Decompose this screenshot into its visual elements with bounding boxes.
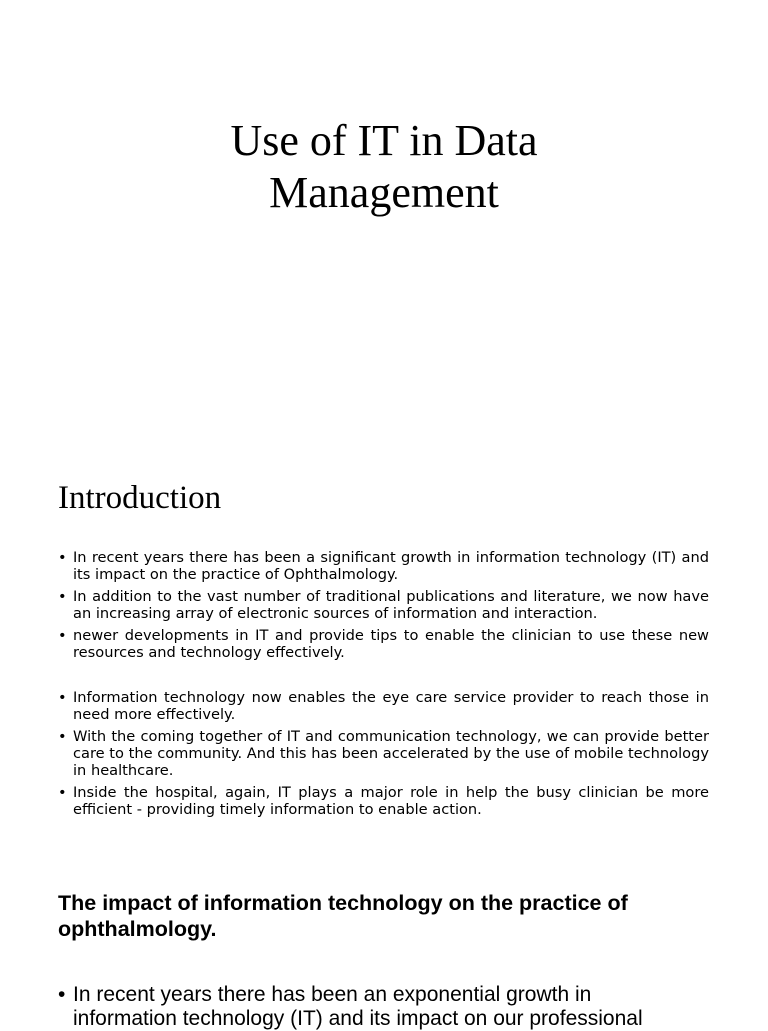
list-item [58, 689, 709, 723]
bullet-text: With the coming together of IT and communication technology, we can provide better care to the community. And this has been accelerated by the use of mobile technology in healthcare. [73, 728, 709, 779]
bullet-text: In recent years there has been an exponential growth in information technology (IT) and its impact on our professional [73, 983, 643, 1030]
slide-title-line-1: Use of IT in Data [230, 116, 538, 165]
bullet-icon: • [58, 588, 67, 605]
bullet-text: Inside the hospital, again, IT plays a major role in help the busy clinician be more efficient - providing timely information to enable action. [73, 784, 709, 818]
bullet-icon: • [58, 728, 67, 745]
list-item [58, 784, 709, 818]
slide-title-line-2: Management [269, 168, 499, 217]
bullet-icon: • [58, 784, 67, 801]
introduction-heading: Introduction [58, 480, 222, 516]
bullet-text: In addition to the vast number of traditional publications and literature, we now have an increasing array of electronic sources of information and interaction. [73, 588, 709, 622]
list-item [58, 588, 709, 622]
list-item [58, 627, 709, 661]
bullet-text: In recent years there has been a significant growth in information technology (IT) and its impact on the practice of Ophthalmology. [73, 549, 709, 583]
list-item [58, 549, 709, 583]
introduction-bullets-group-2 [58, 689, 709, 823]
bullet-icon: • [58, 549, 67, 566]
introduction-bullets-group-1 [58, 549, 709, 666]
bullet-icon: • [58, 983, 66, 1006]
slide-title [0, 115, 768, 219]
bullet-text: newer developments in IT and provide tips to enable the clinician to use these new resources and technology effectively. [73, 627, 709, 661]
impact-heading: The impact of information technology on the practice of ophthalmology. [58, 891, 628, 941]
bullet-text: Information technology now enables the eye care service provider to reach those in need more effectively. [73, 689, 709, 723]
list-item [58, 728, 709, 779]
bullet-icon: • [58, 689, 67, 706]
bullet-icon: • [58, 627, 67, 644]
